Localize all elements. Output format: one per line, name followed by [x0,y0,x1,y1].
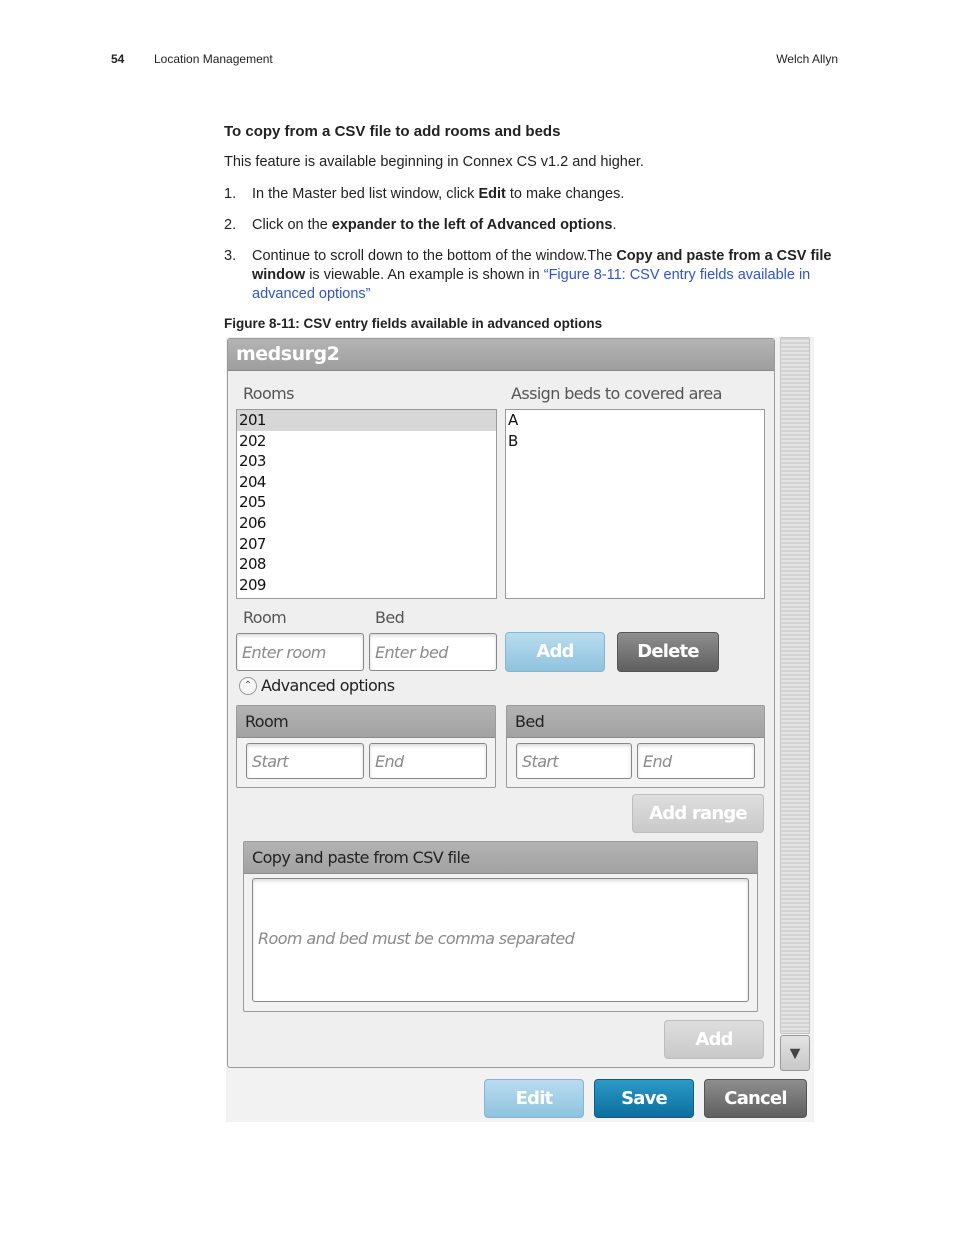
list-item[interactable]: 205 [239,493,266,512]
list-item[interactable]: 203 [239,452,266,471]
panel-title: medsurg2 [228,339,774,371]
step-text: to make changes. [505,186,625,202]
add-button[interactable]: Add [505,632,605,672]
csv-header: Copy and paste from CSV file [244,842,757,874]
list-item[interactable]: 208 [239,555,266,574]
add-range-button[interactable]: Add range [632,794,764,833]
step-number: 2. [224,217,237,233]
procedure-heading: To copy from a CSV file to add rooms and beds [224,123,561,140]
figure-caption: Figure 8-11: CSV entry fields available in advanced options [224,316,603,331]
triangle-down-icon[interactable]: ▼ [780,1035,810,1071]
beds-list[interactable] [505,409,765,599]
csv-textarea[interactable]: Room and bed must be comma separated [252,878,749,1002]
step-bold: Copy and paste from a CSV file window [252,248,832,283]
csv-add-button[interactable]: Add [664,1020,764,1059]
cancel-button[interactable]: Cancel [704,1079,807,1118]
step-bold: expander to the left of Advanced options [331,217,613,233]
step-text: . [612,217,617,233]
list-item[interactable]: 206 [239,513,266,532]
step-text: In the Master bed list window, click [252,186,479,202]
list-item[interactable]: 209 [239,575,266,594]
chevron-up-icon[interactable]: ⌃ [239,677,257,695]
step-text: is viewable. An example is shown in [305,267,544,283]
delete-button[interactable]: Delete [617,632,719,672]
intro-text: This feature is available beginning in Connex CS v1.2 and higher. [224,154,644,170]
step-text: Click on the [252,217,332,233]
list-item[interactable]: A [508,411,518,429]
rooms-list[interactable] [236,409,497,599]
room-label: Room [243,608,287,627]
list-item[interactable]: B [508,431,518,450]
list-item[interactable]: 207 [239,534,266,553]
figure-link[interactable]: “Figure 8-11: CSV entry fields available in advanced options” [252,267,811,302]
list-item[interactable]: 204 [239,472,266,491]
bed-end-input[interactable]: End [637,743,755,779]
room-start-input[interactable]: Start [246,743,364,779]
section-title: Location Management [154,52,273,66]
room-range-group [236,705,496,788]
room-range-header: Room [237,706,495,738]
step-number: 1. [224,186,237,202]
list-item[interactable]: 201 [237,410,496,431]
csv-group [243,841,758,1012]
step-text: Continue to scroll down to the bottom of the window.The [252,248,617,264]
advanced-options-label[interactable]: Advanced options [261,676,395,695]
room-input[interactable]: Enter room [236,633,364,671]
save-button[interactable]: Save [594,1079,694,1118]
edit-button[interactable]: Edit [484,1079,584,1118]
rooms-label: Rooms [243,384,294,403]
bed-input[interactable]: Enter bed [369,633,497,671]
bed-start-input[interactable]: Start [516,743,632,779]
bed-range-group [506,705,765,788]
bed-label: Bed [375,608,405,627]
vertical-scrollbar[interactable] [780,337,810,1034]
bed-range-header: Bed [507,706,764,738]
unit-panel [227,338,775,1068]
page-number: 54 [111,52,125,66]
master-bed-list-window [226,337,814,1122]
list-item[interactable]: 202 [239,431,266,450]
room-end-input[interactable]: End [369,743,487,779]
step-number: 3. [224,248,237,264]
step-bold: Edit [478,186,506,202]
brand-name: Welch Allyn [776,52,838,66]
beds-label: Assign beds to covered area [511,384,722,403]
